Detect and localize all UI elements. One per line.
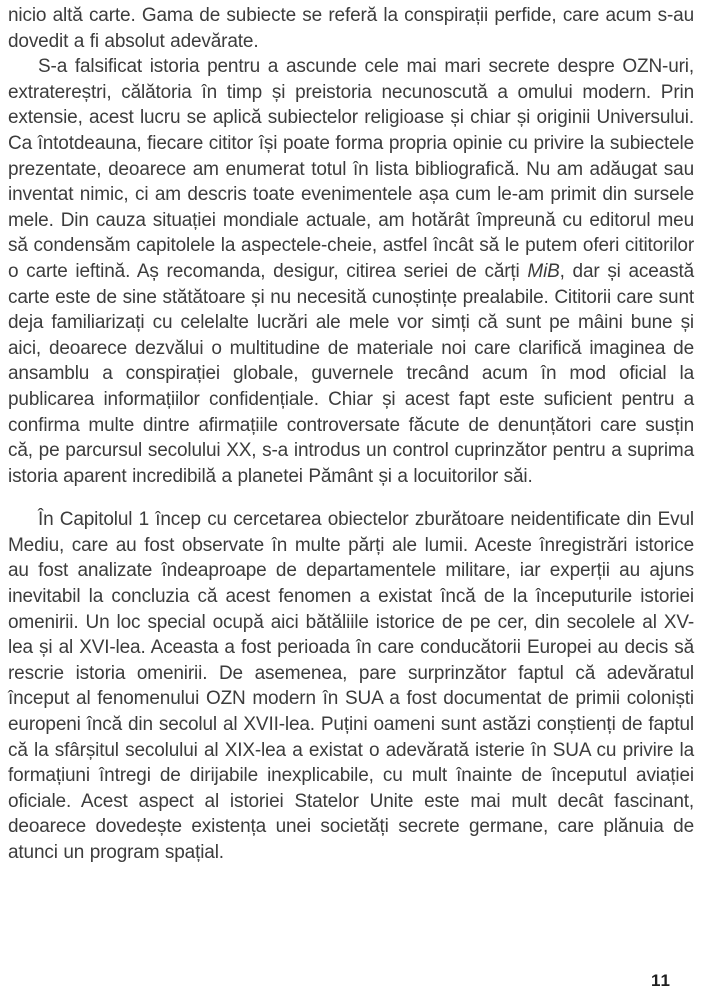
text-segment: , dar și această carte este de sine stătătoare și nu necesită cunoștințe prealabile. Cititorii care sunt deja familiarizați cu celelalte lucrări ale mele vor simți că sunt pe mâini bune și aici, deoarece dezvălui o multitudine de materiale noi care clarifică imaginea de ansamblu a conspirației globale, guvernele trecând acum în mod oficial la publicarea informațiilor confidențiale. Chiar și acest fapt este suficient pentru a confirma multe dintre afirmațiile controversate făcute de denunțători care susțin că, pe parcursul secolului XX, s-a introdus un control cuprinzător pentru a suprima istoria aparent incredibilă a planetei Pământ și a locuitorilor săi. — [8, 260, 695, 487]
text-segment: În Capitolul 1 încep cu cercetarea obiectelor zburătoare neidentificate din Evul Mediu, care au fost observate în multe părți ale lumii. Aceste înregistrări istorice au fost analizate îndeaproape de departamentele militare, iar experții au ajuns inevitabil la concluzia că acest fenomen a existat încă de la începuturile istoriei omenirii. Un loc special ocupă aici bătăliile istorice de pe cer, din secolele al XV-lea și al XVI-lea. Aceasta a fost perioada în care conducătorii Europei au decis să rescrie istoria omenirii. De asemenea, pare surprinzător faptul că adevăratul început al fenomenului OZN modern în SUA a fost documentat de primii coloniști europeni încă din secolul al XVII-lea. Puțini oameni sunt astăzi conștienți de faptul că la sfârșitul secolului al XIX-lea a existat o adevărată isterie în SUA cu privire la formațiuni întregi de dirijabile inexplicabile, cu mult înainte de începutul aviației oficiale. Acest aspect al istoriei Statelor Unite este mai mult decât fascinant, deoarece dovedește existența unei societăți secrete germane, care plănuia de atunci un program spațial. — [8, 509, 694, 863]
text-column — [8, 3, 694, 866]
text-segment: nicio altă carte. Gama de subiecte se referă la conspirații perfide, care acum s-au dovedit a fi absolut adevărate. — [8, 5, 694, 52]
page-number: 11 — [651, 971, 671, 990]
paragraph — [8, 54, 694, 489]
paragraph — [8, 507, 694, 865]
text-segment: S-a falsificat istoria pentru a ascunde cele mai mari secrete despre OZN-uri, extratereștri, călătoria în timp și preistoria necunoscută a omului modern. Prin extensie, acest lucru se aplică subiectelor religioase și chiar și originii Universului. Ca întotdeauna, fiecare cititor își poate forma propria opinie cu privire la subiectele prezentate, deoarece am enumerat totul în lista bibliografică. Nu am adăugat sau inventat nimic, ci am descris toate evenimentele așa cum le-am primit din sursele mele. Din cauza situației mondiale actuale, am hotărât împreună cu editorul meu să condensăm capitolele la aspectele-cheie, astfel încât să le putem oferi cititorilor o carte ieftină. Aș recomanda, desigur, citirea seriei de cărți — [8, 56, 694, 282]
italic-book-series-title: MiB — [527, 260, 560, 282]
paragraph — [8, 3, 694, 54]
